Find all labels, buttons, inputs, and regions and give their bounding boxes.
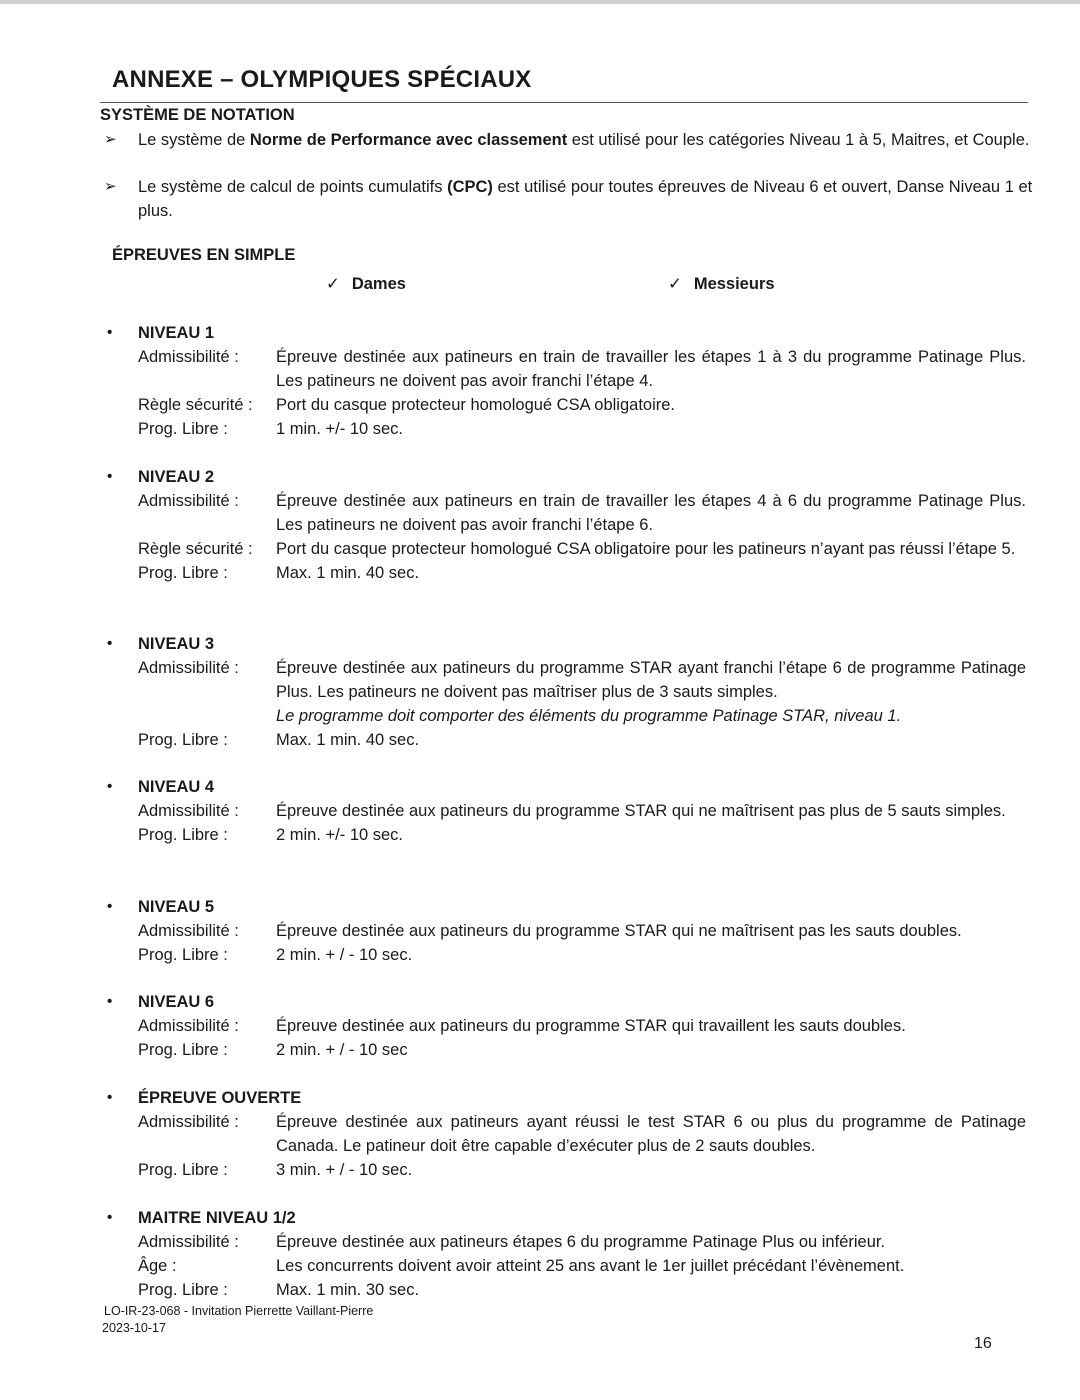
check-men-label: Messieurs bbox=[693, 275, 775, 293]
bullet-icon: • bbox=[107, 635, 113, 652]
scoring-item-text: Le système de calcul de points cumulatifs bbox=[138, 178, 448, 196]
bullet-icon: • bbox=[107, 324, 113, 341]
footer-date: 2023-10-17 bbox=[102, 1321, 166, 1335]
row-value: Max. 1 min. 40 sec. bbox=[276, 731, 420, 749]
top-edge bbox=[0, 0, 1080, 4]
row-value: 2 min. +/- 10 sec. bbox=[276, 826, 404, 844]
row-label: Âge : bbox=[138, 1257, 177, 1275]
event-maitre-niveau-1-2 bbox=[100, 1206, 1040, 1302]
row-label: Admissibilité : bbox=[138, 1017, 239, 1035]
arrow-bullet-icon: ➢ bbox=[104, 131, 117, 148]
check-men bbox=[668, 274, 775, 294]
row-label: Prog. Libre : bbox=[138, 946, 228, 964]
event-name: NIVEAU 6 bbox=[138, 993, 215, 1011]
row-label: Prog. Libre : bbox=[138, 1281, 228, 1299]
row-value: Port du casque protecteur homologué CSA obligatoire. bbox=[276, 396, 675, 414]
row-value: Épreuve destinée aux patineurs en train de travailler les étapes 1 à 3 du programme Patinage Plus. Les patineurs ne doivent pas avoir franchi l’étape 4. bbox=[276, 348, 1026, 390]
event-epreuve-ouverte bbox=[100, 1086, 1040, 1182]
scoring-heading: SYSTÈME DE NOTATION bbox=[100, 106, 295, 124]
row-label: Admissibilité : bbox=[138, 1233, 239, 1251]
footer-doc-ref: LO-IR-23-068 - Invitation Pierrette Vaillant-Pierre bbox=[104, 1304, 374, 1318]
row-value-text: Épreuve destinée aux patineurs du programme STAR ayant franchi l’étape 6 de programme Patinage Plus. Les patineurs ne doivent pas maîtriser plus de 3 sauts simples. bbox=[276, 659, 1026, 701]
row-value: Épreuve destinée aux patineurs du programme STAR qui ne maîtrisent pas plus de 5 sauts simples. bbox=[276, 802, 1006, 820]
bullet-icon: • bbox=[107, 898, 113, 915]
singles-heading: ÉPREUVES EN SIMPLE bbox=[112, 246, 296, 264]
scoring-item-bold: Norme de Performance avec classement bbox=[249, 131, 568, 149]
row-value: Épreuve destinée aux patineurs du programme STAR qui ne maîtrisent pas les sauts doubles. bbox=[276, 922, 962, 940]
row-label: Prog. Libre : bbox=[138, 1041, 228, 1059]
row-label: Prog. Libre : bbox=[138, 1161, 228, 1179]
bullet-icon: • bbox=[107, 1089, 113, 1106]
event-name: NIVEAU 3 bbox=[138, 635, 215, 653]
row-label: Admissibilité : bbox=[138, 348, 239, 366]
row-value bbox=[276, 656, 1026, 728]
row-value: 3 min. + / - 10 sec. bbox=[276, 1161, 413, 1179]
bullet-icon: • bbox=[107, 1209, 113, 1226]
event-niveau-3 bbox=[100, 632, 1040, 752]
row-label: Prog. Libre : bbox=[138, 826, 228, 844]
row-label: Prog. Libre : bbox=[138, 420, 228, 438]
event-name: ÉPREUVE OUVERTE bbox=[138, 1089, 302, 1107]
event-niveau-2 bbox=[100, 465, 1040, 585]
scoring-item bbox=[100, 128, 1060, 152]
scoring-item-text: est utilisé pour les catégories Niveau 1 à 5, Maitres, et Couple. bbox=[567, 131, 1030, 149]
checkmark-icon: ✓ bbox=[668, 275, 682, 293]
bullet-icon: • bbox=[107, 778, 113, 795]
event-niveau-1 bbox=[100, 321, 1040, 441]
row-label: Règle sécurité : bbox=[138, 540, 253, 558]
row-label: Admissibilité : bbox=[138, 922, 239, 940]
check-ladies bbox=[326, 274, 406, 294]
event-niveau-5 bbox=[100, 895, 1040, 967]
row-label: Admissibilité : bbox=[138, 659, 239, 677]
check-ladies-label: Dames bbox=[351, 275, 406, 293]
page-title: ANNEXE – OLYMPIQUES SPÉCIAUX bbox=[112, 66, 532, 93]
page-number: 16 bbox=[974, 1335, 992, 1352]
row-label: Règle sécurité : bbox=[138, 396, 253, 414]
event-niveau-4 bbox=[100, 775, 1040, 847]
event-niveau-6 bbox=[100, 990, 1040, 1062]
bullet-icon: • bbox=[107, 993, 113, 1010]
row-note: Le programme doit comporter des éléments du programme Patinage STAR, niveau 1. bbox=[276, 707, 902, 725]
row-label: Prog. Libre : bbox=[138, 564, 228, 582]
row-value: Épreuve destinée aux patineurs du programme STAR qui travaillent les sauts doubles. bbox=[276, 1017, 906, 1035]
scoring-item bbox=[100, 175, 1060, 223]
row-value: 2 min. + / - 10 sec. bbox=[276, 946, 413, 964]
event-name: NIVEAU 4 bbox=[138, 778, 215, 796]
row-value: Port du casque protecteur homologué CSA obligatoire pour les patineurs n’ayant pas réussi l’étape 5. bbox=[276, 540, 1016, 558]
event-name: NIVEAU 5 bbox=[138, 898, 215, 916]
row-label: Admissibilité : bbox=[138, 1113, 239, 1131]
bullet-icon: • bbox=[107, 468, 113, 485]
row-value: Épreuve destinée aux patineurs ayant réussi le test STAR 6 ou plus du programme de Patinage Canada. Le patineur doit être capable d’exécuter plus de 2 sauts doubles. bbox=[276, 1113, 1026, 1155]
title-underline bbox=[100, 102, 1028, 103]
checkmark-icon: ✓ bbox=[326, 275, 340, 293]
row-value: 1 min. +/- 10 sec. bbox=[276, 420, 404, 438]
row-value: Max. 1 min. 30 sec. bbox=[276, 1281, 420, 1299]
event-name: MAITRE NIVEAU 1/2 bbox=[138, 1209, 296, 1227]
arrow-bullet-icon: ➢ bbox=[104, 178, 117, 195]
event-name: NIVEAU 2 bbox=[138, 468, 215, 486]
row-label: Admissibilité : bbox=[138, 492, 239, 510]
row-label: Admissibilité : bbox=[138, 802, 239, 820]
row-value: 2 min. + / - 10 sec bbox=[276, 1041, 408, 1059]
scoring-item-text: est utilisé pour toutes épreuves de Niveau 6 et ouvert, Danse Niveau 1 et plus. bbox=[138, 178, 1033, 220]
row-label: Prog. Libre : bbox=[138, 731, 228, 749]
row-value: Épreuve destinée aux patineurs étapes 6 du programme Patinage Plus ou inférieur. bbox=[276, 1233, 886, 1251]
row-value: Épreuve destinée aux patineurs en train de travailler les étapes 4 à 6 du programme Patinage Plus. Les patineurs ne doivent pas avoir franchi l’étape 6. bbox=[276, 492, 1026, 534]
row-value: Max. 1 min. 40 sec. bbox=[276, 564, 420, 582]
scoring-item-text: Le système de bbox=[138, 131, 250, 149]
event-name: NIVEAU 1 bbox=[138, 324, 215, 342]
row-value: Les concurrents doivent avoir atteint 25 ans avant le 1er juillet précédant l’évènement. bbox=[276, 1257, 905, 1275]
scoring-item-bold: (CPC) bbox=[447, 178, 493, 196]
